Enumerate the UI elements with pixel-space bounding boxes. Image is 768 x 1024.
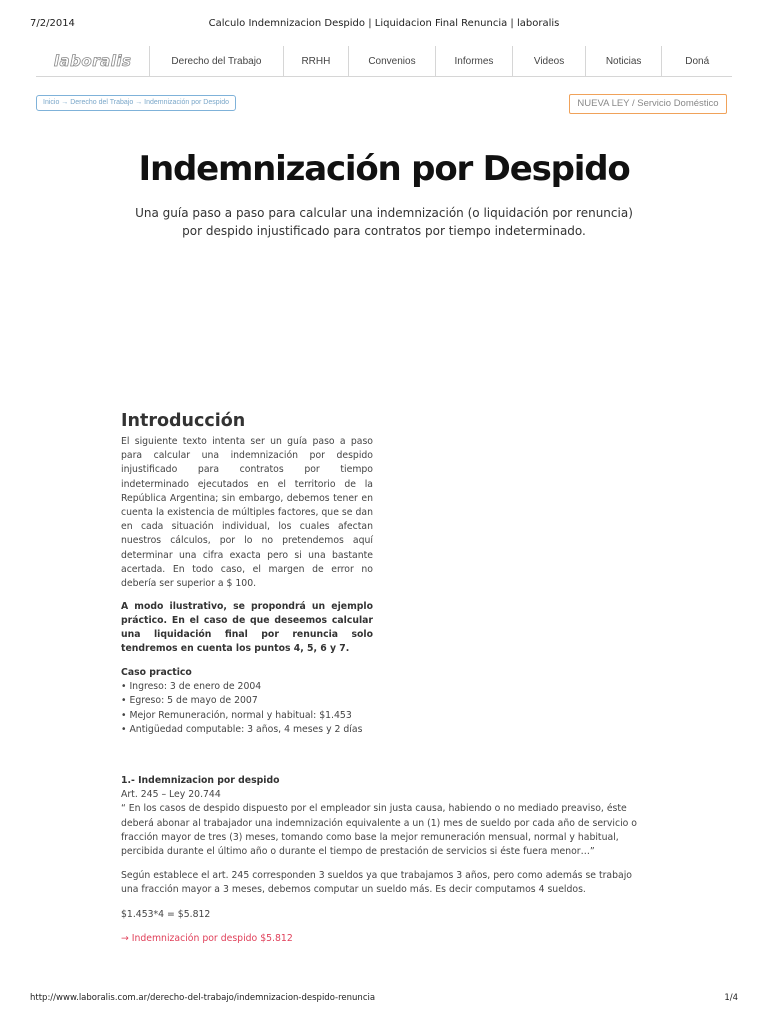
practical-case-item: • Antigüedad computable: 3 años, 4 meses y 2 días (121, 723, 363, 735)
law-reference: Art. 245 – Ley 20.744 (121, 789, 221, 801)
result-line: → Indemnización por despido $5.812 (121, 933, 293, 944)
nav-item-noticias[interactable]: Noticias (585, 46, 662, 76)
print-page-number: 1/4 (724, 993, 738, 1003)
print-date: 7/2/2014 (30, 18, 75, 29)
section-title: 1.- Indemnizacion por despido (121, 775, 280, 786)
practical-case-title: Caso practico (121, 667, 192, 678)
nav-item-derecho-del-trabajo[interactable]: Derecho del Trabajo (149, 46, 282, 76)
subtitle-line-2: por despido injustificado para contratos por tiempo indeterminado. (182, 224, 586, 238)
breadcrumb[interactable]: Inicio → Derecho del Trabajo → Indemnización por Despido (36, 95, 236, 111)
law-quote: “ En los casos de despido dispuesto por el empleador sin justa causa, habiendo o no mediado preaviso, éste deberá abonar al trabajador una indemnización equivalente a un (1) mes de sueldo por cada año de servicio o fracción mayor de tres (3) meses, tomando como base la mejor remuneración mensual, normal y habitual, percibida durante el último año o durante el tiempo de prestación de servicios si éste fuera menor…” (121, 803, 637, 858)
nav-item-convenios[interactable]: Convenios (348, 46, 435, 76)
formula: $1.453*4 = $5.812 (121, 909, 211, 920)
intro-bold-paragraph: A modo ilustrativo, se propondrá un ejemplo práctico. En el caso de que deseemos calcular una liquidación final por renuncia solo tendremos en cuenta los puntos 4, 5, 6 y 7. (121, 601, 373, 654)
practical-case-item: • Mejor Remuneración, normal y habitual: $1.453 (121, 709, 352, 721)
print-page-title: Calculo Indemnizacion Despido | Liquidacion Final Renuncia | laboralis (208, 18, 560, 29)
page-title: Indemnización por Despido (138, 149, 630, 189)
nav-item-videos[interactable]: Videos (512, 46, 585, 76)
practical-case (121, 666, 421, 737)
nav-item-rrhh[interactable]: RRHH (283, 46, 349, 76)
main-nav (36, 46, 732, 77)
intro-heading: Introducción (121, 411, 246, 431)
nav-item-dona[interactable]: Doná (661, 46, 732, 76)
practical-case-item: • Egreso: 5 de mayo de 2007 (121, 695, 258, 707)
site-logo[interactable]: laboralis (53, 52, 132, 70)
practical-case-item: • Ingreso: 3 de enero de 2004 (121, 681, 262, 693)
new-law-button[interactable]: NUEVA LEY / Servicio Doméstico (569, 94, 727, 114)
nav-item-informes[interactable]: Informes (435, 46, 513, 76)
intro-paragraph: El siguiente texto intenta ser un guía paso a paso para calcular una indemnización por despido injustificado para contratos por tiempo indeterminado ejecutados en el territorio de la República Argentina; sin embargo, debemos tener en cuenta la existencia de múltiples factores, que se dan en cada situación individual, los cuales afectan nuestros cálculos, por lo no pretendemos aquí determinar una cifra exacta pero si una bastante acertada. En todo caso, el margen de error no debería ser superior a $ 100. (121, 436, 373, 590)
page-subtitle (120, 204, 648, 240)
print-url: http://www.laboralis.com.ar/derecho-del-trabajo/indemnizacion-despido-renuncia (30, 993, 376, 1003)
section-indemnizacion (121, 774, 651, 859)
subtitle-line-1: Una guía paso a paso para calcular una indemnización (o liquidación por renuncia) (135, 206, 633, 220)
explanation-paragraph: Según establece el art. 245 corresponden 3 sueldos ya que trabajamos 3 años, pero como además se trabajo una fracción mayor a 3 meses, debemos computar un sueldo más. Es decir computamos 4 sueldos. (121, 870, 632, 896)
